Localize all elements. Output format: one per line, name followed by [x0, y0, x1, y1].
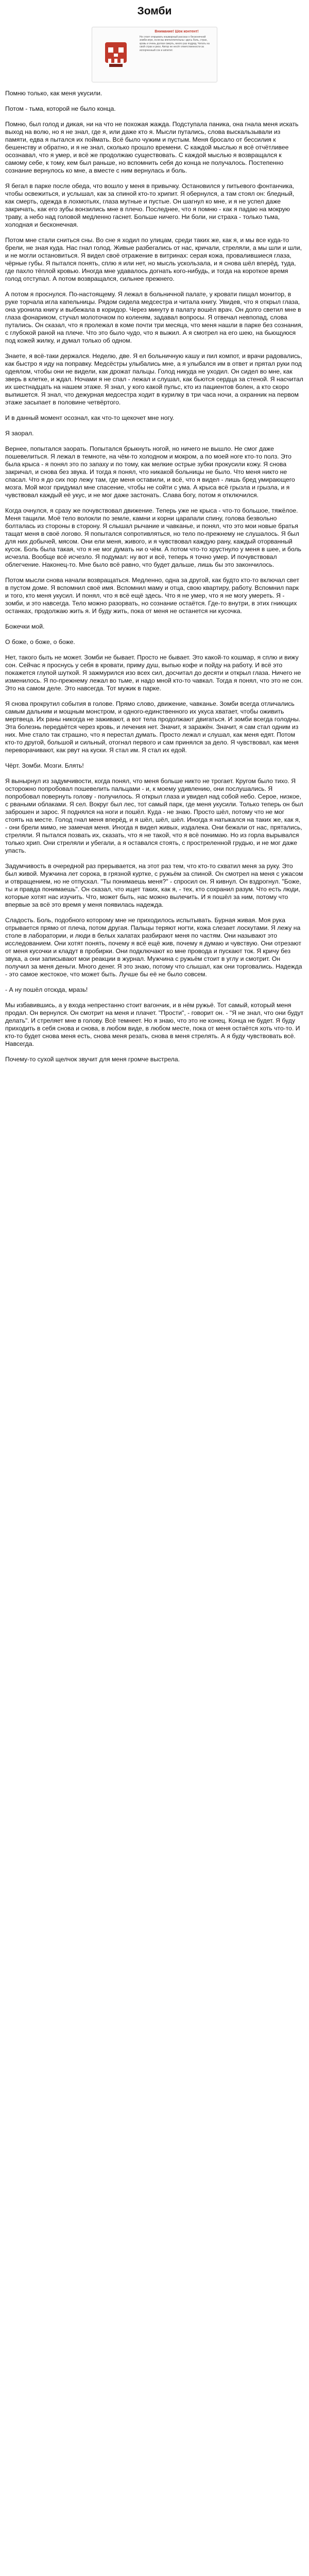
story-paragraph: Нет, такого быть не может. Зомби не бывает. Просто не бывает. Это какой-то кошмар, я сплю и вижу сон. Сейчас я проснусь у себя в кровати, приму душ, выпью кофе и пойду на работу. И всё это покажется глупой шуткой. Я зажмурился изо всех сил, досчитал до десяти и открыл глаза. Ничего не изменилось. Я по-прежнему лежал во тьме, и надо мной кто-то чавкал. Тогда я понял, что это не сон. Это на самом деле. Это навсегда. Тот мужик в парке. — [5, 654, 303, 692]
story-paragraph: А потом я проснулся. По-настоящему. Я лежал в больничной палате, у кровати пищал монитор, в руке торчала игла капельницы. Рядом сидела медсестра и читала книгу. Увидев, что я открыл глаза, она уронила книгу и выбежала в коридор. Через минуту в палату вошёл врач. Он долго светил мне в глаза фонариком, стучал молоточком по коленям, задавал вопросы. Я отвечал невпопад, слова путались. Он сказал, что я пролежал в коме почти три месяца, что меня нашли в парке без сознания, с глубокой раной на плече. Что это было чудо, что я выжил. А я смотрел на его шею, на бьющуюся под кожей жилку, и думал только об одном. — [5, 291, 303, 344]
story-paragraph: Почему-то сухой щелчок звучит для меня громче выстрела. — [5, 1056, 180, 1063]
story-paragraph: Помню, был голод и дикая, ни на что не похожая жажда. Подступала паника, она гнала меня искать выход на волю, но я не знал, где я, или даже кто я. Мысли путались, слова выскальзывали из памяти, едва я пытался их поймать. Всё было чужим и пустым. Меня бросало от бессилия к бешенству и обратно, и я не знал, сколько прошло времени. С каждой мыслью я всё отчётливее осознавал, что я умер, и всё же продолжаю существовать. С каждой мыслью я возвращался к самому себе, к тому, кем был раньше, но вспомнить себя до конца не получалось. Постепенно сознание вернулось ко мне, а вместе с ним вернулась и боль. — [5, 121, 299, 174]
story-paragraph: Чёрт. Зомби. Мозги. Блять! — [5, 762, 84, 769]
banner-text-block — [136, 30, 214, 79]
banner-heading: Внимание! Шок контент! — [154, 30, 199, 33]
story-paragraph: Мы избавившись, а у входа непрестанно стоит вагончик, и в нём ружьё. Тот самый, который меня продал. Он вернулся. Он смотрит на меня и плачет. "Прости", - говорит он. - "Я не знал, что они будут делать". И стреляет мне в голову. Всё темнеет. Но я знаю, что это не конец. Конца не будет. Я буду приходить в себя снова и снова, в любом виде, в любом месте, пока от меня остаётся хоть что-то. И кто-то будет снова меня есть, снова меня резать, снова в меня стрелять. А я буду чувствовать всё. Навсегда. — [5, 1002, 304, 1047]
page — [0, 5, 309, 2576]
story-paragraph: Вернее, попытался заорать. Попытался брыкнуть ногой, но ничего не вышло. Не смог даже пошевелиться. Я лежал в темноте, на чём-то холодном и мокром, а по моей ноге кто-то полз. Это была крыса - я понял это по запаху и по тому, как мелкие острые зубки прокусили кожу. Я снова закричал, и снова без звука. И тогда я понял, что никакой больницы не было. Что меня никто не спасал. Что я до сих пор лежу там, где меня оставили, и всё, что я видел - лишь бред умирающего мозга. Мой мозг придумал мне спасение, чтобы не сойти с ума. А крыса всё грызла и грызла, и я чувствовал каждый её укус, и не мог даже застонать. Слава богу, потом я отключился. — [5, 445, 295, 499]
story-paragraph: Я бегал в парке после обеда, что вошло у меня в привычку. Остановился у питьевого фонтанчика, чтобы освежиться, и услышал, как за спиной кто-то хрипит. Я обернулся, а там стоял он: бледный, как смерть, одежда в лохмотьях, глаза мутные и пустые. Он шагнул ко мне, и я не успел даже закричать, как его зубы вонзились мне в плечо. Последнее, что я помню - как я падаю на мокрую траву, а небо над головой медленно гаснет. Больше ничего. Ни боли, ни страха - только тьма, холодная и бесконечная. — [5, 182, 295, 228]
story-paragraph: О боже, о боже, о боже. — [5, 638, 75, 646]
page-title: Зомби — [137, 5, 172, 17]
story-paragraph: Знаете, я всё-таки держался. Неделю, две. Я ел больничную кашу и пил компот, и врачи радовались, как быстро я иду на поправку. Медсёстры улыбались мне, а я улыбался им в ответ и прятал руки под одеялом, чтобы они не видели, как дрожат пальцы. Голод никуда не уходил. Он сидел во мне, как зверь в клетке, и ждал. Ночами я не спал - лежал и слушал, как бьются сердца за стеной. Я насчитал их шестнадцать на нашем этаже. Я знал, у кого какой пульс, кто из пациентов болен, а кто скоро выпишется. Я знал, что дежурная медсестра ходит в курилку в три часа ночи, а охранник на первом этаже засыпает в половине четвёртого. — [5, 352, 303, 406]
story-paragraph: И в данный момент осознал, как что-то щекочет мне ногу. — [5, 414, 175, 421]
story-paragraph: Сладость. Боль, подобного которому мне не приходилось испытывать. Бурная живая. Моя рука отрывается прямо от плеча, потом другая. Пальцы теряют ногти, кожа слезает лоскутами. Я лежу на столе в лаборатории, и люди в белых халатах разбирают меня по частям. Они называют это исследованием. Они хотят понять, почему я всё ещё жив, почему я думаю и чувствую. Они отрезают от меня кусочки и кладут в пробирки. Они подключают ко мне провода и пускают ток. Я кричу без звука, а они записывают мои реакции в журнал. Мужчина с ружьём стоит в углу и смотрит. Он получил за меня деньги. Много денег. Я это знаю, потому что слышал, как они торговались. Надежда - это самое жестокое, что может быть. Лучше бы её не было совсем. — [5, 917, 302, 978]
story-paragraph: Потом мысли снова начали возвращаться. Медленно, одна за другой, как будто кто-то включал свет в пустом доме. Я вспомнил своё имя. Вспомнил маму и отца, свою квартиру, работу. Вспомнил парк и того, кто меня укусил. И понял, что я всё ещё здесь. Что я не умер, что я не могу умереть. Я - зомби, и это навсегда. Тело можно разорвать, но сознание остаётся. Где-то внутри, в этих гниющих останках, продолжаю жить я. И буду жить, пока от меня не останется ни кусочка. — [5, 577, 300, 615]
banner-image — [95, 30, 136, 78]
story-paragraph: Я снова прокрутил события в голове. Прямо слово, движение, чавканье. Зомби всегда отличались самым дальним и мощным монстром, и одного-единственного их укуса хватает, чтобы оживить мертвеца. Их раны никогда не заживают, а вот тела продолжают двигаться. И зомби всегда голодны. Эта болезнь передаётся через кровь, и лечения нет. Значит, я заражён. Значит, я сам стал одним из них. Мне стало так страшно, что я перестал думать. Просто лежал и слушал, как меня едят. Потом кто-то другой, большой и сильный, отогнал первого и сам принялся за дело. Я чувствовал, как меня переворачивают, как рвут на куски. Я стал им. Я стал их едой. — [5, 700, 301, 754]
banner-body: Не стоит открывать кошмарный рассказ о бесконечной зомби-игре, если вы впечатлительны: здесь боль, страх, кровь и очень долгая смерть, много раз подряд. Читать на свой страх и риск. Автор не несёт ответственности за испорченный сон и аппетит. — [140, 35, 210, 52]
story-paragraph: Я вынырнул из задумчивости, когда понял, что меня больше никто не трогает. Кругом было тихо. Я осторожно попробовал пошевелить пальцами - и, к моему удивлению, они послушались. Я попробовал повернуть голову - получилось. Я открыл глаза и увидел над собой небо. Серое, низкое, с рваными облаками. Я сел. Вокруг был лес, тот самый парк, где меня укусили. Только теперь он был заброшен и зарос. Я поднялся на ноги и пошёл. Куда - не знаю. Просто шёл, потому что не мог стоять на месте. Голод гнал меня вперёд, и я шёл, шёл, шёл. Иногда я натыкался на таких же, как я, - они брели мимо, не замечая меня. Иногда я видел живых, издалека. Они бежали от нас, прятались, стреляли. Я пытался позвать их, сказать, что я не такой, что я всё понимаю. Но из горла вырывался только хрип. Они стреляли и убегали, а я оставался стоять, с простреленной грудью, и не мог даже упасть. — [5, 777, 303, 854]
story-paragraph: Божечки мой. — [5, 623, 45, 630]
skull-warning-icon — [98, 36, 134, 72]
story-paragraph: Я заорал. — [5, 430, 34, 437]
story-paragraph: Потом мне стали сниться сны. Во сне я ходил по улицам, среди таких же, как я, и мы все куда-то брели, не зная куда. Нас гнал голод. Живые разбегались от нас, кричали, стреляли, а мы шли и шли, и не могли остановиться. Я видел своё отражение в витринах: серая кожа, провалившиеся глаза, чёрные губы. Я пытался понять, сплю я или нет, но мысль ускользала, и я снова шёл вперёд, туда, где пахло тёплой кровью. Иногда мне удавалось догнать кого-нибудь, и тогда на короткое время голод отступал. А потом возвращался, сильнее прежнего. — [5, 236, 302, 282]
story-paragraph: - А ну пошёл отсюда, мразь! — [5, 986, 88, 993]
warning-banner — [92, 27, 217, 82]
story-text — [5, 90, 304, 1063]
story-paragraph: Задумчивость в очередной раз прерывается, на этот раз тем, что кто-то схватил меня за руку. Это был живой. Мужчина лет сорока, в грязной куртке, с ружьём за спиной. Он смотрел на меня с ужасом и отвращением, но не отпускал. "Ты понимаешь меня?" - спросил он. Я кивнул. Он вздрогнул. "Боже, ты и правда понимаешь". Он сказал, что ищет таких, как я, - тех, кто сохранил разум. Что есть люди, которые хотят нас изучить. Что, может быть, нас можно вылечить. И я пошёл за ним, потому что впервые за всё это время у меня появилась надежда. — [5, 862, 303, 908]
story-paragraph: Когда очнулся, я сразу же почувствовал движение. Теперь уже не крыса - что-то большое, тяжёлое. Меня тащили. Моё тело волокли по земле, камни и корни царапали спину, голова безвольно болталась из стороны в сторону. Я слышал рычание и чавканье, и понял, что это мои новые братья тащат меня в своё логово. Я попытался сопротивляться, но тело по-прежнему не слушалось. Я был для них добычей, мясом. Они ели меня, живого, и я чувствовал каждую рану, каждый оторванный кусок. Боль была такая, что я не мог думать ни о чём. А потом что-то хрустнуло у меня в шее, и боль исчезла. Вообще всё исчезло. Я подумал: ну вот и всё, теперь я точно умер. И почувствовал облегчение. Наконец-то. Мне было всё равно, что будет дальше, лишь бы это закончилось. — [5, 507, 302, 568]
story-paragraph: Потом - тьма, которой не было конца. — [5, 105, 116, 112]
story-paragraph: Помню только, как меня укусили. — [5, 90, 102, 97]
